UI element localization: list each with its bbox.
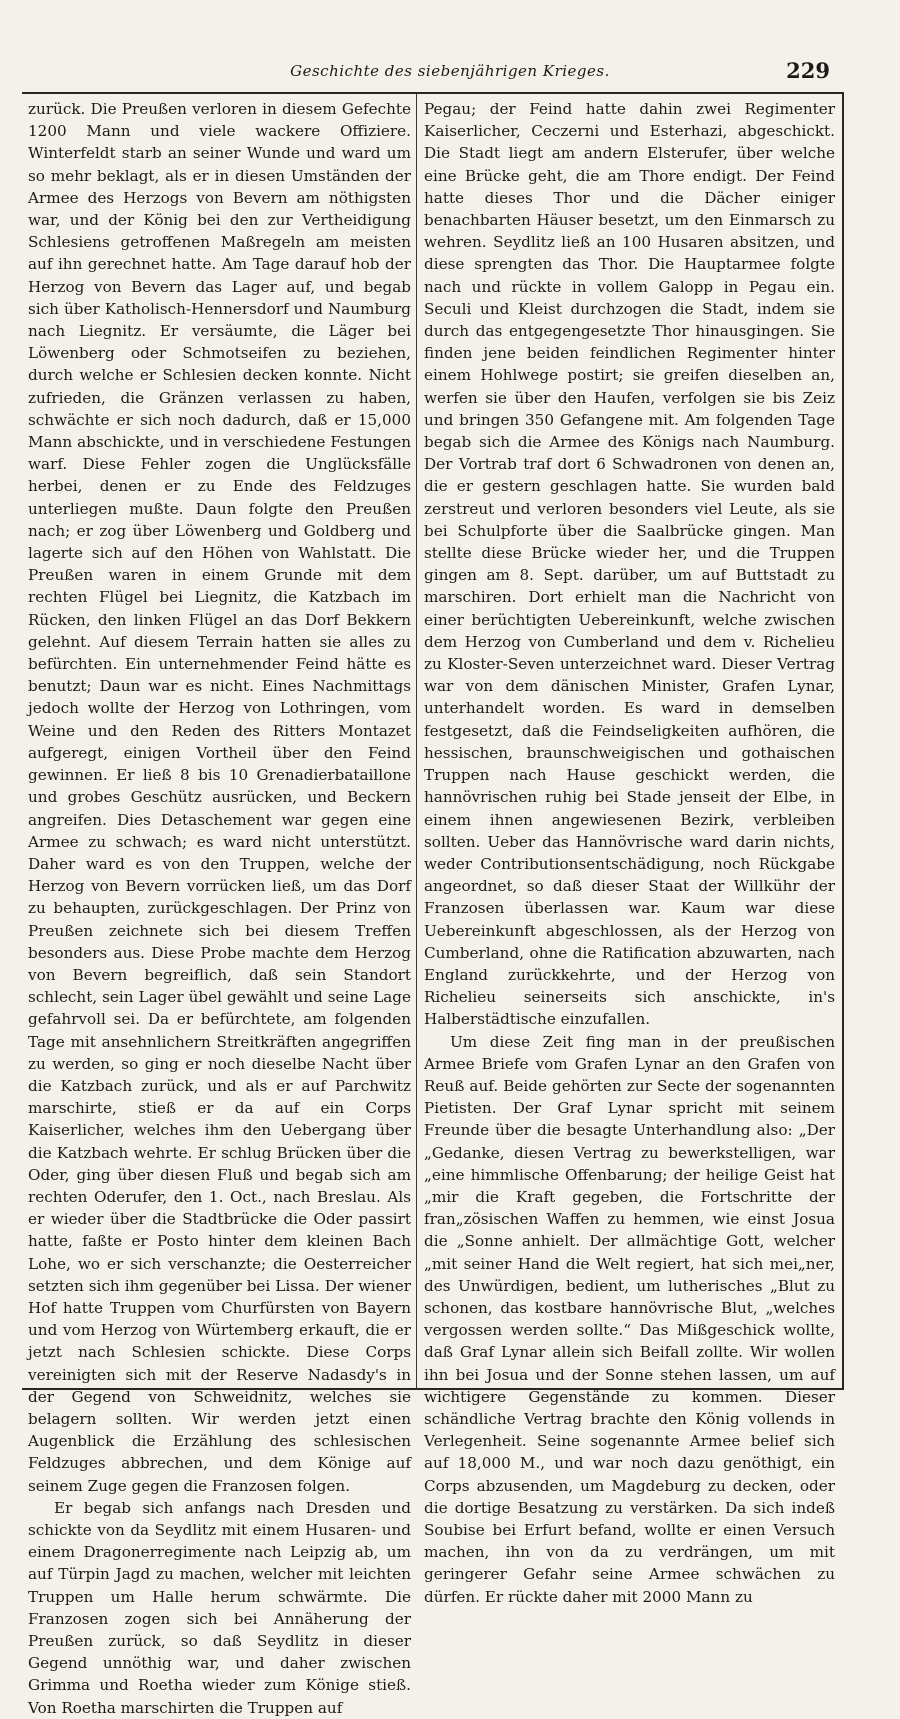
right-paragraph-2: Um diese Zeit fing man in der preußischen Armee Briefe vom Grafen Lynar an den Grafen von Reuß auf. Beide gehörten zur Secte der sogenannten Pietisten. Der Graf Lynar spricht mit seinem Freunde über die besagte Unterhandlung also: „Der „Gedanke, diesen Vertrag zu bewerkstelligen, war „eine himmlische Offenbarung; der heilige Geist hat „mir die Kraft gegeben, die Fortschritte der fran„zösischen Waffen zu hemmen, wie einst Josua die „Sonne anhielt. Der allmächtige Gott, welcher „mit seiner Hand die Welt regiert, hat sich mei„ner, des Unwürdigen, bedient, um lutherisches „Blut zu schonen, das kostbare hannövrische Blut, „welches vergossen werden sollte.“ Das Mißgeschick wollte, daß Graf Lynar allein sich Beifall zollte. Wir wollen ihn bei Josua und der Sonne stehen lassen, um auf wichtigere Gegenstände zu kommen. Dieser schändliche Vertrag brachte den König vollends in Verlegenheit. Seine sogenannte Armee belief sich auf 18,000 M., und war noch dazu genöthigt, ein Corps abzusenden, um Magdeburg zu decken, oder die dortige Besatzung zu verstärken. Da sich indeß Soubise bei Erfurt befand, wollte er einen Versuch machen, ihn von da zu verdrängen, um mit geringerer Gefahr seine Armee schwächen zu dürfen. Er rückte daher mit 2000 Mann zu — [424, 1032, 835, 1606]
running-title: Geschichte des siebenjährigen Krieges. — [290, 62, 610, 80]
left-column — [28, 98, 411, 1717]
page-header — [0, 58, 900, 88]
left-paragraph-2: Er begab sich anfangs nach Dresden und schickte von da Seydlitz mit einem Husaren- und einem Dragonerregimente nach Leipzig ab, um auf Türpin Jagd zu machen, welcher mit leichten Truppen um Halle herum schwärmte. Die Franzosen zogen sich bei Annäherung der Preußen zurück, so daß Seydlitz in dieser Gegend unnöthig war, und daher zwischen Grimma und Roetha wieder zum Könige stieß. Von Roetha marschirten die Truppen auf — [28, 1498, 411, 1717]
right-border-rule — [842, 92, 844, 1390]
left-paragraph-1: zurück. Die Preußen verloren in diesem Gefechte 1200 Mann und viele wackere Offiziere. Winterfeldt starb an seiner Wunde und ward um so mehr beklagt, als er in diesen Umständen der Armee des Herzogs von Bevern am nöthigsten war, und der König bei den zur Vertheidigung Schlesiens getroffenen Maßregeln am meisten auf ihn gerechnet hatte. Am Tage darauf hob der Herzog von Bevern das Lager auf, und begab sich über Katholisch-Hennersdorf und Naumburg nach Liegnitz. Er versäumte, die Läger bei Löwenberg oder Schmotseifen zu beziehen, durch welche er Schlesien decken konnte. Nicht zufrieden, die Gränzen verlassen zu haben, schwächte er sich noch dadurch, daß er 15,000 Mann abschickte, und in verschiedene Festungen warf. Diese Fehler zogen die Unglücksfälle herbei, denen er zu Ende des Feldzuges unterliegen mußte. Daun folgte den Preußen nach; er zog über Löwenberg und Goldberg und lagerte sich auf den Höhen von Wahlstatt. Die Preußen waren in einem Grunde mit dem rechten Flügel bei Liegnitz, die Katzbach im Rücken, den linken Flügel an das Dorf Bekkern gelehnt. Auf diesem Terrain hatten sie alles zu befürchten. Ein unternehmender Feind hätte es benutzt; Daun war es nicht. Eines Nachmittags jedoch wollte der Herzog von Lothringen, vom Weine und den Reden des Ritters Montazet aufgeregt, einigen Vortheil über den Feind gewinnen. Er ließ 8 bis 10 Grenadierbataillone und grobes Geschütz ausrücken, und Beckern angreifen. Dies Detaschement war gegen eine Armee zu schwach; es ward nicht unterstützt. Daher ward es von den Truppen, welche der Herzog von Bevern vorrücken ließ, um das Dorf zu behaupten, zurückgeschlagen. Der Prinz von Preußen zeichnete sich bei diesem Treffen besonders aus. Diese Probe machte dem Herzog von Bevern begreiflich, daß sein Standort schlecht, sein Lager übel gewählt und seine Lage gefahrvoll sei. Da er befürchtete, am folgenden Tage mit ansehnlichern Streitkräften angegriffen zu werden, so ging er noch dieselbe Nacht über die Katzbach zurück, und als er auf Parchwitz marschirte, stieß er da auf ein Corps Kaiserlicher, welches ihm den Uebergang über die Katzbach wehrte. Er schlug Brücken über die Oder, ging über diesen Fluß und begab sich am rechten Oderufer, den 1. Oct., nach Breslau. Als er wieder über die Stadtbrücke die Oder passirt hatte, faßte er Posto hinter dem kleinen Bach Lohe, wo er sich verschanzte; die Oesterreicher setzten sich ihm gegenüber bei Lissa. Der wiener Hof hatte Truppen vom Churfürsten von Bayern und vom Herzog von Würtemberg erkauft, die er jetzt nach Schlesien schickte. Diese Corps vereinigten sich mit der Reserve Nadasdy's in der Gegend von Schweidnitz, welches sie belagern sollten. Wir werden jetzt einen Augenblick die Erzählung des schlesischen Feldzuges abbrechen, und dem Könige auf seinem Zuge gegen die Franzosen folgen. — [28, 100, 411, 1495]
right-paragraph-1: Pegau; der Feind hatte dahin zwei Regimenter Kaiserlicher, Ceczerni und Esterhazi, abgeschickt. Die Stadt liegt am andern Elsterufer, über welche eine Brücke geht, die am Thore endigt. Der Feind hatte dieses Thor und die Dächer einiger benachbarten Häuser besetzt, um den Einmarsch zu wehren. Seydlitz ließ an 100 Husaren absitzen, und diese sprengten das Thor. Die Hauptarmee folgte nach und rückte in vollem Galopp in Pegau ein. Seculi und Kleist durchzogen die Stadt, indem sie durch das entgegengesetzte Thor hinausgingen. Sie finden jene beiden feindlichen Regimenter hinter einem Hohlwege postirt; sie greifen dieselben an, werfen sie über den Haufen, verfolgen sie bis Zeiz und bringen 350 Gefangene mit. Am folgenden Tage begab sich die Armee des Königs nach Naumburg. Der Vortrab traf dort 6 Schwadronen von denen an, die er gestern geschlagen hatte. Sie wurden bald zerstreut und verloren besonders viel Leute, als sie bei Schulpforte über die Saalbrücke gingen. Man stellte diese Brücke wieder her, und die Truppen gingen am 8. Sept. darüber, um auf Buttstadt zu marschiren. Dort erhielt man die Nachricht von einer berüchtigten Uebereinkunft, welche zwischen dem Herzog von Cumberland und dem v. Richelieu zu Kloster-Seven unterzeichnet ward. Dieser Vertrag war von dem dänischen Minister, Grafen Lynar, unterhandelt worden. Es ward in demselben festgesetzt, daß die Feindseligkeiten aufhören, die hessischen, braunschweigischen und gothaischen Truppen nach Hause geschickt werden, die hannövrischen ruhig bei Stade jenseit der Elbe, in einem ihnen angewiesenen Bezirk, verbleiben sollten. Ueber das Hannövrische ward darin nichts, weder Contributionsentschädigung, noch Rückgabe angeordnet, so daß dieser Staat der Willkühr der Franzosen überlassen war. Kaum war diese Uebereinkunft abgeschlossen, als der Herzog von Cumberland, ohne die Ratification abzuwarten, nach England zurückkehrte, und der Herzog von Richelieu seinerseits sich anschickte, in's Halberstädtische einzufallen. — [424, 100, 835, 1029]
right-column — [424, 98, 835, 1606]
page-number: 229 — [786, 58, 830, 83]
header-rule — [22, 92, 844, 94]
column-divider — [416, 94, 417, 1389]
